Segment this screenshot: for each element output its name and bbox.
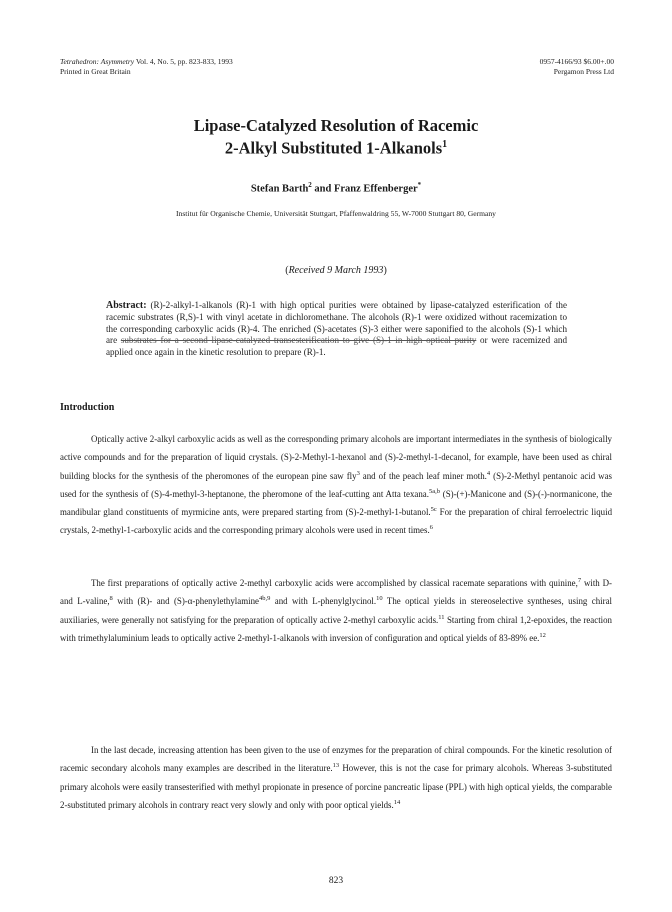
p2-text-d: and with L-phenylglycinol. — [270, 596, 377, 607]
author-1: Stefan Barth — [250, 183, 309, 195]
page-number: 823 — [328, 876, 344, 886]
citation-ref: 12 — [539, 631, 546, 639]
abstract-text-1: (R)-2-alkyl-1-alkanols (R)-1 with high optical purities were obtained by lipase-catalyzed esterification of the racemic substrates (R,S)-1 with vinyl acetate in dichloromethane. The alcohols (R)-1 were oxidized without racemization to the corresponding carboxylic acids (R)-4. The enriched (S)-acetates (S)-3 either were saponified to the alcohols (S)-1 which are — [106, 300, 567, 346]
citation-ref: 5a,b — [428, 487, 440, 495]
received-close-paren: ) — [383, 265, 387, 276]
citation-ref: 4b,9 — [258, 595, 271, 603]
intro-paragraph-2 — [60, 574, 612, 647]
article-title — [0, 116, 672, 158]
citation-ref: 14 — [393, 798, 401, 806]
p1-text-b: and of the peach leaf miner moth. — [359, 470, 487, 481]
section-heading-introduction: Introduction — [60, 402, 115, 413]
p2-text-c: with (R)- and (S)-α-phenylethylamine — [112, 596, 259, 607]
running-header-left — [60, 57, 233, 77]
abstract — [106, 300, 567, 359]
citation-ref: 3 — [356, 469, 360, 477]
affiliation: Institut für Organische Chemie, Universität Stuttgart, Pfaffenwaldring 55, W-7000 Stuttgart 80, Germany — [176, 209, 496, 218]
journal-name: Tetrahedron: Asymmetry — [60, 57, 135, 66]
intro-paragraph-1 — [60, 430, 612, 540]
publisher: Pergamon Press Ltd — [553, 67, 614, 76]
citation-details: Vol. 4, No. 5, pp. 823-833, 1993 — [134, 57, 233, 66]
p1-text-e: For the preparation of chiral ferroelectric liquid crystals, 2-methyl-1-carboxylic acids and the corresponding primary alcohols were used in recent times. — [60, 507, 613, 536]
p3-text-a: In the last decade, increasing attention has been given to the use of enzymes for the preparation of chiral compounds. For the kinetic resolution of racemic secondary alcohols many examples are described in the literature. — [60, 745, 612, 774]
citation-ref: 5c — [430, 506, 437, 514]
p2-text-e: The optical yields in stereoselective syntheses, using chiral auxiliaries, were generally not satisfying for the preparation of optically active 2-methyl carboxylic acids. — [60, 596, 612, 625]
title-footnote-marker: 1 — [442, 139, 448, 150]
title-line-2 — [0, 135, 672, 158]
author-conjunction: and — [311, 183, 334, 195]
citation-ref: 8 — [109, 595, 113, 603]
p1-text-d: (S)-(+)-Manicone and (S)-(-)-normanicone, the mandibular gland constituents of myrmicine ants, were prepared starting from (S)-2-methyl-1-butanol. — [60, 488, 612, 518]
p3-text-b: However, this is not the case for primary alcohols. Whereas 3-substituted primary alcohols were easily transesterified with methyl propionate in presence of porcine pancreatic lipase (PPL) with high optical yields, the comparable 2-substituted primary alcohols in contrary react very slowly and only with poor optical yields. — [60, 763, 612, 810]
received-open-paren: ( — [285, 265, 289, 276]
abstract-label: Abstract: — [106, 300, 147, 311]
citation-ref: 7 — [577, 577, 582, 585]
abstract-struck-text: substrates for a second lipase-catalyzed transesterification to give (S)-1 in high optical purity — [120, 335, 477, 346]
citation-ref: 10 — [376, 595, 383, 603]
citation-ref: 6 — [429, 524, 433, 532]
p1-text-c: (S)-2-Methyl pentanoic acid was used for the synthesis of (S)-4-methyl-3-heptanone, the pheromone of the leaf-cutting ant Atta texana. — [60, 470, 612, 499]
abstract-text-2: or were racemized and applied once again in the kinetic resolution to prepare (R)-1. — [106, 335, 567, 358]
received-text: Received 9 March 1993 — [288, 265, 384, 276]
title-line-1: Lipase-Catalyzed Resolution of Racemic — [193, 116, 479, 135]
issn-price: 0957-4166/93 $6.00+.00 — [539, 57, 614, 66]
author-1-footnote: 2 — [308, 181, 312, 189]
author-2: Franz Effenberger — [333, 183, 418, 195]
citation-ref: 11 — [438, 613, 445, 621]
p2-text-b: with D- and L-valine, — [60, 578, 612, 607]
author-list — [0, 181, 672, 195]
p2-text-f: Starting from chiral 1,2-epoxides, the reaction with trimethylaluminium leads to optically active 2-methyl-1-alkanols with inversion of configuration and optical yields of 83-89% ee. — [60, 614, 612, 643]
citation-ref: 13 — [332, 762, 340, 770]
journal-citation — [60, 57, 233, 67]
citation-ref: 4 — [486, 469, 491, 477]
intro-paragraph-3 — [60, 741, 612, 814]
corresponding-author-marker: * — [417, 181, 422, 189]
received-date — [0, 265, 672, 276]
printed-in: Printed in Great Britain — [60, 67, 131, 76]
p1-text-a: Optically active 2-alkyl carboxylic acids as well as the corresponding primary alcohols are important intermediates in the synthesis of biologically active compounds and for the preparation of liquid crystals. (S)-2-Methyl-1-hexanol and (S)-2-methyl-1-decanol, for example, have been used as chiral building blocks for the synthesis of the pheromones of the european pine saw fly — [60, 434, 612, 481]
title-line-2-text: 2-Alkyl Substituted 1-Alkanols — [224, 138, 443, 158]
running-header-right — [540, 57, 614, 77]
p2-text-a: The first preparations of optically active 2-methyl carboxylic acids were accomplished by classical racemate separations with quinine, — [91, 578, 578, 588]
